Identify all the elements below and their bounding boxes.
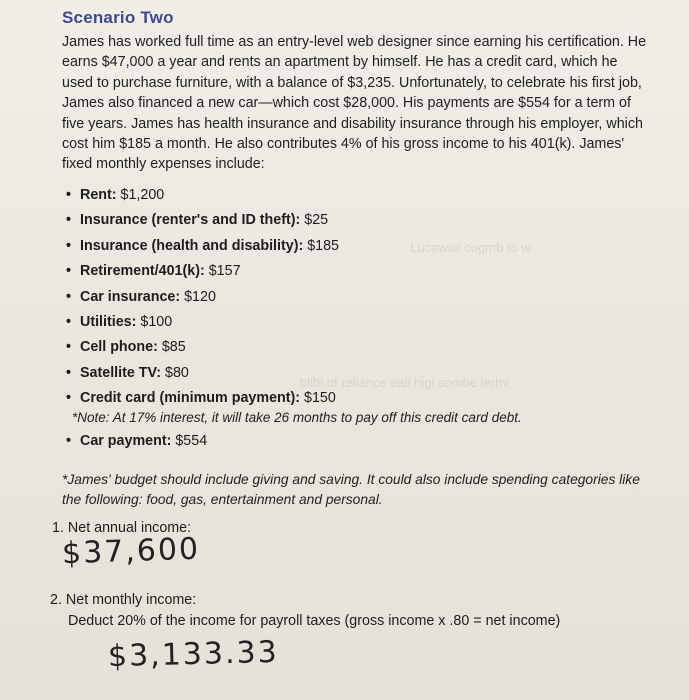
expense-item: • Cell phone: $85 <box>66 335 626 360</box>
car-payment-item: • Car payment: $554 <box>66 433 207 449</box>
expense-item: • Satellite TV: $80 <box>66 361 626 386</box>
question-number: 1. <box>52 520 64 536</box>
handwritten-answer-2: $3,133.33 <box>107 634 280 675</box>
bleed-through-text: Lucawail cogmb to w <box>410 240 531 255</box>
expense-item: • Rent: $1,200 <box>66 183 626 208</box>
question-2 <box>50 592 196 608</box>
expense-list <box>66 183 626 412</box>
scenario-paragraph: James has worked full time as an entry-level web designer since earning his certification. He earns $47,000 a year and rents an apartment by himself. He has a credit card, which he used to purchase furniture, with a balance of $3,235. Unfortunately, to celebrate his first job, James also financed a new car—which cost $28,000. His payments are $554 for a term of five years. James has health insurance and disability insurance through his employer, which cost him $185 a month. He also contributes 4% of his gross income to his 401(k). James' fixed monthly expenses include: <box>62 34 647 173</box>
expense-item: • Retirement/401(k): $157 <box>66 259 626 284</box>
credit-card-note: *Note: At 17% interest, it will take 26 months to pay off this credit card debt. <box>72 410 522 425</box>
budget-note: *James' budget should include giving and saving. It could also include spending categories like the following: food, gas, entertainment and personal. <box>62 472 640 507</box>
expense-item: • Utilities: $100 <box>66 310 626 335</box>
question-text: Net monthly income: <box>65 592 197 608</box>
question-2-instruction: Deduct 20% of the income for payroll taxes (gross income x .80 = net income) <box>68 613 561 629</box>
bleed-through-text: bllbi of reliance eall higi sombe lerhv <box>300 375 509 390</box>
question-number: 2. <box>50 592 62 608</box>
scenario-title: Scenario Two <box>62 8 174 27</box>
handwritten-answer-1: $37,600 <box>61 531 201 572</box>
expense-item: • Insurance (health and disability): $185 <box>66 234 626 259</box>
expense-item: • Credit card (minimum payment): $150 <box>66 386 626 411</box>
expense-item: • Insurance (renter's and ID theft): $25 <box>66 208 626 233</box>
expense-item: • Car insurance: $120 <box>66 285 626 310</box>
question-text: Net annual income: <box>67 520 192 536</box>
